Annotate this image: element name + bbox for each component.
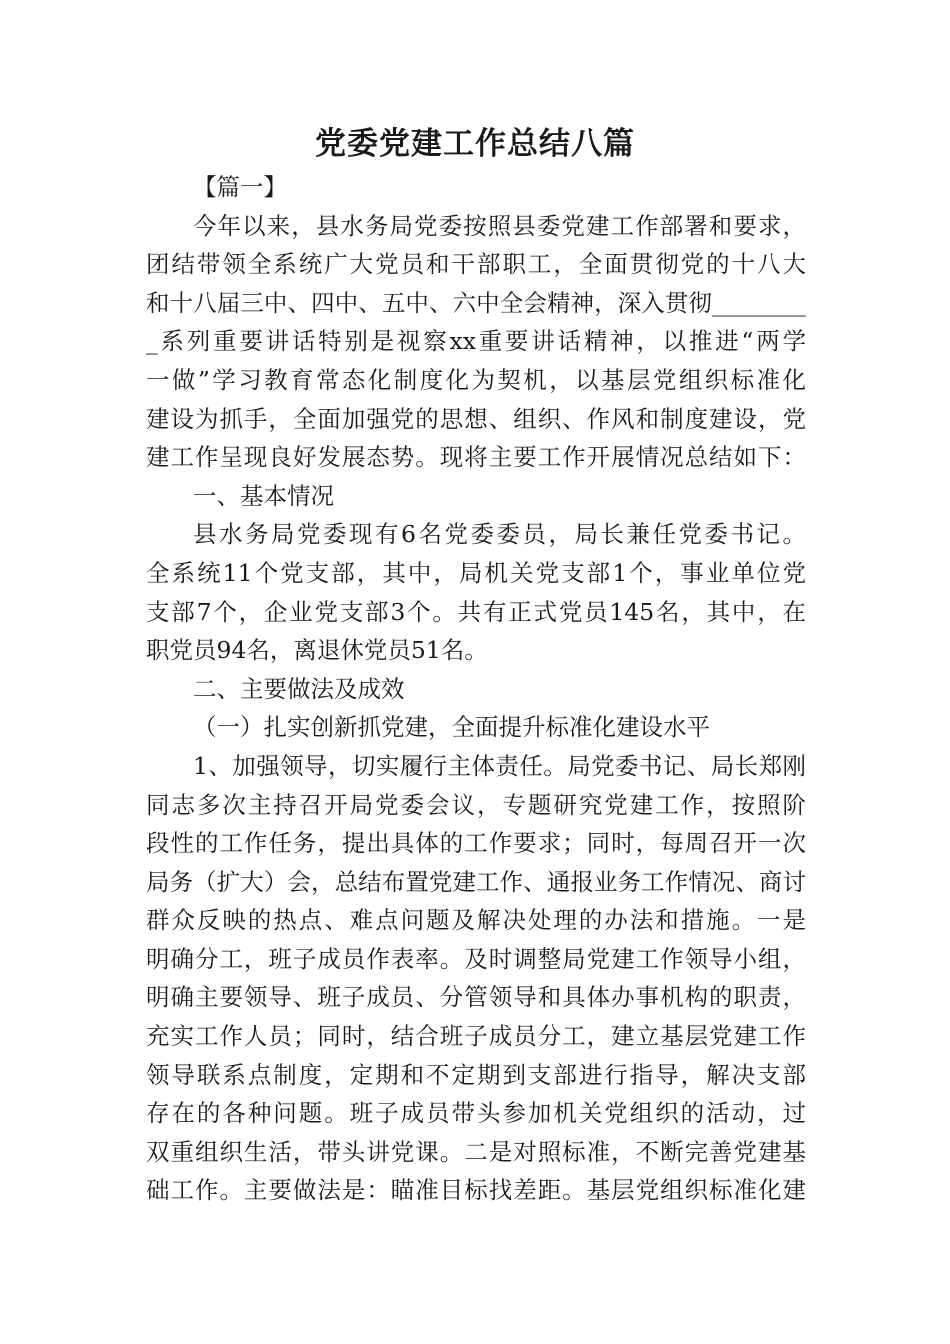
paragraph-line: 明确分工，班子成员作表率。及时调整局党建工作领导小组， — [146, 944, 806, 973]
paragraph-line: 领导联系点制度，定期和不定期到支部进行指导，解决支部 — [146, 1060, 806, 1089]
paragraph-line: 今年以来，县水务局党委按照县委党建工作部署和要求， — [193, 211, 806, 240]
paragraph-line: 局务（扩大）会，总结布置党建工作、通报业务工作情况、商讨 — [146, 867, 806, 896]
paragraph-line: 明确主要领导、班子成员、分管领导和具体办事机构的职责， — [146, 983, 806, 1012]
paragraph-line: 础工作。主要做法是：瞄准目标找差距。基层党组织标准化建 — [146, 1176, 806, 1205]
section-heading: 二、主要做法及成效 — [193, 674, 405, 703]
paragraph-line: 存在的各种问题。班子成员带头参加机关党组织的活动，过 — [146, 1099, 806, 1128]
paragraph-line: 全系统11个党支部，其中，局机关党支部1个，事业单位党 — [146, 558, 806, 587]
paragraph-line: 建工作呈现良好发展态势。现将主要工作开展情况总结如下： — [146, 443, 806, 472]
paragraph-line: 一做”学习教育常态化制度化为契机，以基层党组织标准化 — [146, 365, 806, 394]
paragraph-line: _系列重要讲话特别是视察xx重要讲话精神，以推进“两学 — [146, 327, 806, 356]
section-heading: 一、基本情况 — [193, 481, 334, 510]
document-body — [146, 168, 806, 1210]
paragraph-line: 建设为抓手，全面加强党的思想、组织、作风和制度建设，党 — [146, 404, 806, 433]
paragraph-line: 段性的工作任务，提出具体的工作要求；同时，每周召开一次 — [146, 829, 806, 858]
paragraph-line: 双重组织生活，带头讲党课。二是对照标准，不断完善党建基 — [146, 1137, 806, 1166]
paragraph-line: 职党员94名，离退休党员51名。 — [146, 636, 488, 665]
paragraph-line: 和十八届三中、四中、五中、六中全会精神，深入贯彻________ — [146, 288, 806, 317]
section-label: 【篇一】 — [193, 173, 287, 201]
paragraph-line: 县水务局党委现有6名党委委员，局长兼任党委书记。 — [193, 520, 806, 549]
paragraph-line: 支部7个，企业党支部3个。共有正式党员145名，其中，在 — [146, 597, 806, 626]
paragraph-line: 充实工作人员；同时，结合班子成员分工，建立基层党建工作 — [146, 1022, 806, 1051]
subsection-heading: （一）扎实创新抓党建，全面提升标准化建设水平 — [193, 713, 710, 742]
paragraph-line: 群众反映的热点、难点问题及解决处理的办法和措施。一是 — [146, 906, 806, 935]
paragraph-line: 团结带领全系统广大党员和干部职工，全面贯彻党的十八大 — [146, 250, 806, 279]
document-title: 党委党建工作总结八篇 — [315, 126, 635, 162]
paragraph-line: 同志多次主持召开局党委会议，专题研究党建工作，按照阶 — [146, 790, 806, 819]
paragraph-line: 1、加强领导，切实履行主体责任。局党委书记、局长郑刚 — [193, 751, 806, 780]
